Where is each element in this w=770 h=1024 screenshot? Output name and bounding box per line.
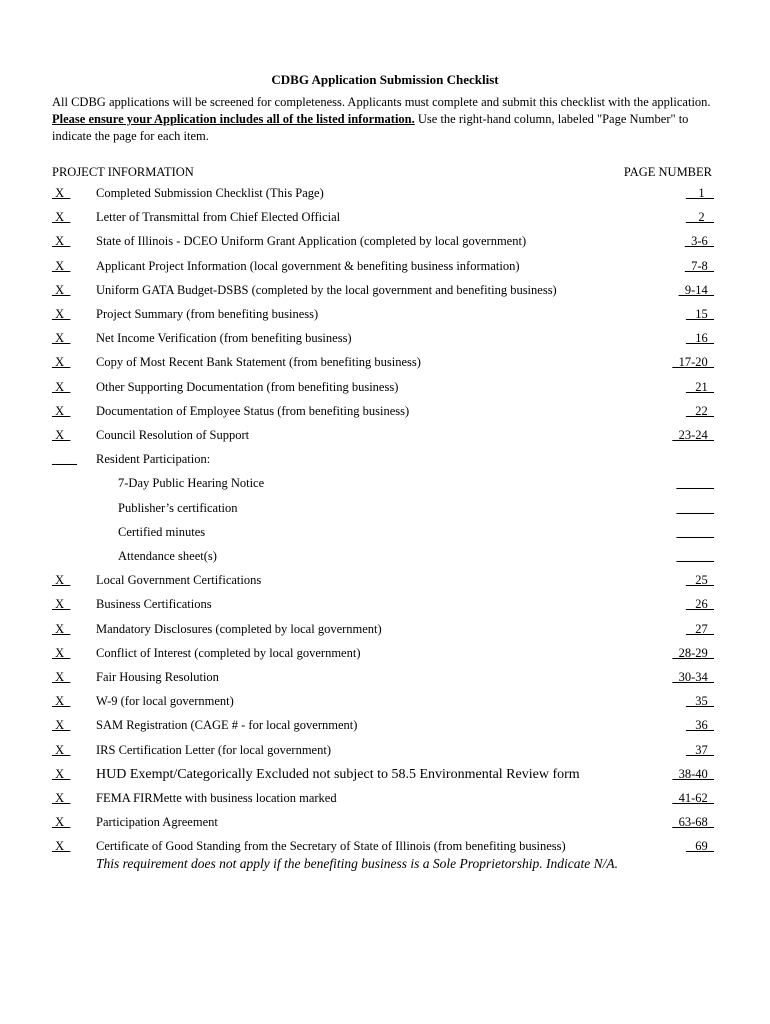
item-label: Other Supporting Documentation (from benefiting business) [96, 379, 399, 394]
checklist-row [0, 549, 770, 571]
page-number-field[interactable]: 35 [685, 694, 714, 709]
checkmark-field[interactable]: X [52, 791, 71, 805]
page-number-field[interactable]: 9-14 [678, 282, 714, 297]
checkmark-field[interactable]: X [52, 307, 71, 321]
page-number-field[interactable]: ______ [676, 524, 714, 539]
checklist-row [0, 259, 770, 281]
checklist-row [0, 791, 770, 813]
page-number-field[interactable]: 22 [685, 403, 714, 418]
page-number-field[interactable]: 26 [685, 597, 714, 612]
checkmark-field[interactable]: X [52, 694, 71, 709]
page-number-field[interactable]: 69 [685, 839, 714, 854]
checklist-row [0, 694, 770, 716]
checklist-row [0, 307, 770, 329]
checkmark-field[interactable]: X [52, 428, 71, 442]
item-label: State of Illinois - DCEO Uniform Grant Application (completed by local government) [96, 234, 527, 249]
page-number-field[interactable]: ______ [676, 476, 714, 491]
checkmark-field[interactable]: X [52, 210, 71, 225]
checklist-row [0, 210, 770, 232]
checklist-row [0, 355, 770, 377]
page-number-field[interactable]: 27 [685, 621, 714, 636]
item-label: Participation Agreement [96, 815, 218, 830]
page-number-field[interactable]: 17-20 [672, 355, 714, 370]
checklist-row [0, 646, 770, 668]
item-label: Local Government Certifications [96, 573, 262, 588]
checkmark-field[interactable]: X [52, 379, 71, 394]
intro-text-1: All CDBG applications will be screened for completeness. Applicants must complete and submit this checklist with the application. [52, 95, 711, 109]
checkmark-field[interactable]: X [52, 718, 71, 733]
page-number-field[interactable]: 21 [685, 379, 714, 394]
page-number-field[interactable]: 23-24 [672, 428, 714, 442]
item-label: Fair Housing Resolution [96, 670, 219, 684]
checklist-row [0, 234, 770, 256]
section-title: PROJECT INFORMATION [52, 165, 194, 179]
checklist-row [0, 815, 770, 837]
checklist-row [0, 525, 770, 547]
checklist-row [0, 331, 770, 353]
item-label: W-9 (for local government) [96, 694, 234, 709]
intro-paragraph [52, 94, 722, 145]
item-label: FEMA FIRMette with business location marked [96, 791, 337, 805]
page-number-field[interactable]: 2 [685, 210, 714, 225]
page-number-field[interactable]: 3-6 [684, 234, 714, 249]
item-label: Conflict of Interest (completed by local government) [96, 645, 361, 660]
item-label: HUD Exempt/Categorically Excluded not subject to 58.5 Environmental Review form [96, 766, 580, 782]
intro-text-2: Use the right-hand column, labeled "Page Number" to indicate the page for each item. [52, 112, 689, 143]
checklist-row [0, 597, 770, 619]
page-number-field[interactable]: 37 [685, 742, 714, 757]
page-number-field[interactable]: 38-40 [672, 766, 714, 781]
item-label: Business Certifications [96, 597, 212, 612]
checkmark-field[interactable]: X [52, 839, 71, 854]
item-label: Council Resolution of Support [96, 428, 250, 442]
checkmark-field[interactable]: X [52, 742, 71, 757]
item-label: Resident Participation: [96, 452, 211, 467]
page-number-field[interactable]: 28-29 [672, 645, 714, 660]
item-label: Publisher’s certification [118, 500, 238, 515]
checklist-row [0, 718, 770, 740]
checklist-row [0, 452, 770, 474]
checklist-row [0, 380, 770, 402]
page-number-field[interactable]: 15 [685, 307, 714, 321]
page-number-field[interactable]: 30-34 [672, 670, 714, 684]
item-label: Completed Submission Checklist (This Page) [96, 186, 324, 200]
page-number-field[interactable]: 16 [685, 331, 714, 346]
item-label: Uniform GATA Budget-DSBS (completed by the local government and benefiting business) [96, 282, 557, 297]
checklist-row [0, 670, 770, 692]
item-label: Documentation of Employee Status (from benefiting business) [96, 403, 410, 418]
checkmark-field[interactable]: X [52, 766, 71, 781]
item-label: Copy of Most Recent Bank Statement (from benefiting business) [96, 355, 421, 370]
item-label: Net Income Verification (from benefiting business) [96, 331, 352, 346]
checklist-row [0, 622, 770, 644]
item-label: Mandatory Disclosures (completed by local government) [96, 621, 382, 636]
checklist-row [0, 743, 770, 765]
checklist-row [0, 283, 770, 305]
page-number-field[interactable]: 25 [685, 573, 714, 588]
checkmark-field[interactable]: X [52, 645, 71, 660]
checklist-row [0, 404, 770, 426]
checkmark-field[interactable]: X [52, 258, 71, 273]
checklist-row [0, 767, 770, 789]
page-number-field[interactable]: ______ [676, 549, 714, 563]
item-label: Attendance sheet(s) [118, 549, 217, 563]
checkmark-field[interactable]: X [52, 355, 71, 370]
page-number-field[interactable]: 7-8 [684, 258, 714, 273]
checklist-row [0, 476, 770, 498]
item-label: IRS Certification Letter (for local government) [96, 742, 331, 757]
intro-emphasis: Please ensure your Application includes all of the listed information. [52, 112, 415, 126]
item-label: Letter of Transmittal from Chief Elected Official [96, 210, 341, 225]
page-number-header: PAGE NUMBER [623, 165, 712, 179]
sole-proprietorship-note: This requirement does not apply if the benefiting business is a Sole Proprietorship. Indicate N/A. [96, 856, 618, 872]
page-number-field[interactable]: 63-68 [672, 815, 714, 830]
item-label: Certified minutes [118, 524, 206, 539]
checkmark-field[interactable]: X [52, 597, 71, 612]
item-label: Certificate of Good Standing from the Secretary of State of Illinois (from benefiting business) [96, 839, 566, 854]
page-number-field[interactable]: 36 [685, 718, 714, 733]
checkmark-field[interactable]: X [52, 282, 71, 297]
item-label: SAM Registration (CAGE # - for local government) [96, 718, 358, 733]
checklist-row [0, 186, 770, 208]
page-number-field[interactable]: 1 [685, 186, 714, 200]
checklist-row [0, 428, 770, 450]
checkmark-field[interactable]: X [52, 331, 71, 346]
page-title: CDBG Application Submission Checklist [271, 72, 499, 87]
page-number-field[interactable]: 41-62 [672, 791, 714, 805]
checkmark-field[interactable]: X [52, 621, 71, 636]
checklist-row [0, 573, 770, 595]
checkmark-field[interactable]: X [52, 670, 71, 684]
checkmark-field[interactable]: X [52, 573, 71, 588]
checklist-row [0, 501, 770, 523]
item-label: 7-Day Public Hearing Notice [118, 476, 265, 491]
checkmark-field[interactable]: ____ [52, 452, 77, 467]
checkmark-field[interactable]: X [52, 186, 71, 200]
page-number-field[interactable]: ______ [676, 500, 714, 515]
item-label: Project Summary (from benefiting business) [96, 307, 319, 321]
item-label: Applicant Project Information (local government & benefiting business information) [96, 258, 520, 273]
checkmark-field[interactable]: X [52, 815, 71, 830]
checklist-row [0, 839, 770, 872]
checkmark-field[interactable]: X [52, 234, 71, 249]
checkmark-field[interactable]: X [52, 403, 71, 418]
